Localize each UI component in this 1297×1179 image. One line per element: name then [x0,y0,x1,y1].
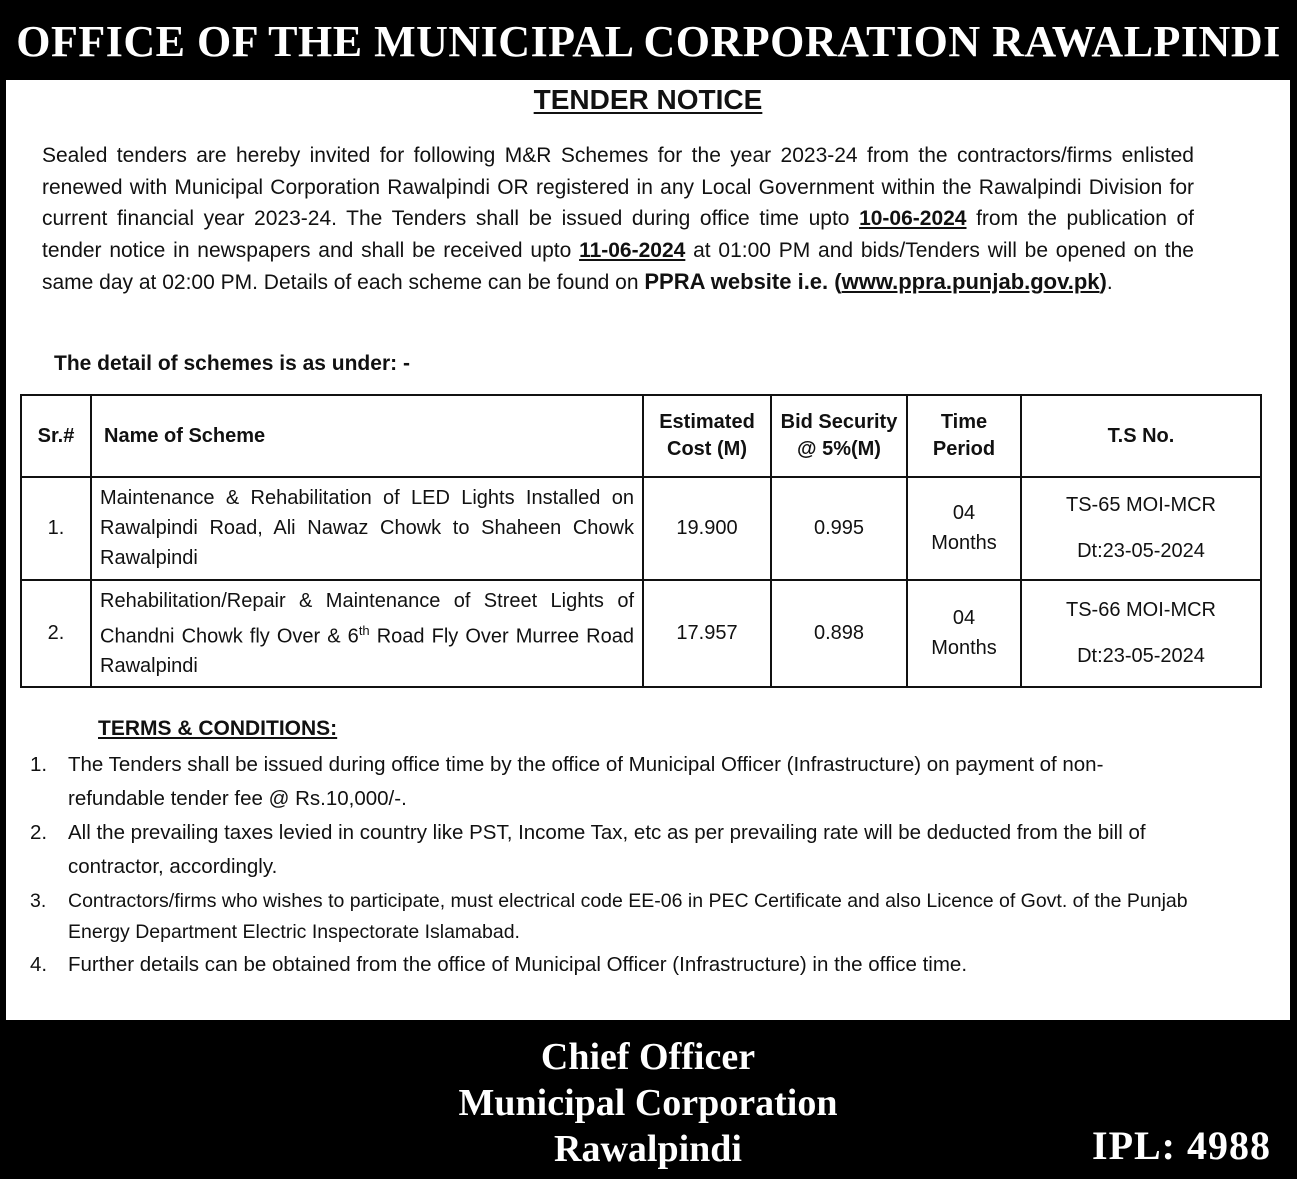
row-ts-no: TS-65 MOI-MCR Dt:23-05-2024 [1021,477,1261,580]
schemes-table [20,394,1262,688]
col-header-ts: T.S No. [1021,395,1261,477]
list-item: 1. The Tenders shall be issued during office time by the office of Municipal Officer (Infrastructure) on payment of non-refundable tender fee @ Rs.10,000/-. [30,753,1104,810]
row-scheme-name: Maintenance & Rehabilitation of LED Lights Installed on Rawalpindi Road, Ali Nawaz Chowk to Shaheen Chowk Rawalpindi [91,477,643,580]
tender-notice-title: TENDER NOTICE [533,84,763,115]
ppra-website-link[interactable]: www.ppra.punjab.gov.pk [841,269,1100,294]
col-header-sr: Sr.# [21,395,91,477]
signatory-title: Chief Officer [540,1036,756,1078]
table-row [21,477,1261,580]
col-header-bid: Bid Security @ 5%(M) [771,395,907,477]
ipl-number: IPL: 4988 [1092,1123,1271,1168]
intro-paragraph: Sealed tenders are hereby invited for following M&R Schemes for the year 2023-24 from the contractors/firms enlisted renewed with Municipal Corporation Rawalpindi OR registered in any Local Government within the Rawalpindi Division for current financial year 2023-24. The Tenders shall be issued during office time upto 10-06-2024 from the publication of tender notice in newspapers and shall be received upto 11-06-2024 at 01:00 PM and bids/Tenders will be opened on the same day at 02:00 PM. Details of each scheme can be found on PPRA website i.e. (www.ppra.punjab.gov.pk). [42,144,1194,294]
terms-heading: TERMS & CONDITIONS: [98,717,338,740]
row-time-period: 04 Months [907,580,1021,687]
list-item: 3. Contractors/firms who wishes to participate, must electrical code EE-06 in PEC Certificate and also Licence of Govt. of the Punjab Energy Department Electric Inspectorate Islamabad. [30,890,1188,943]
signature-footer [0,1020,1297,1179]
row-cost: 19.900 [643,477,771,580]
row-cost: 17.957 [643,580,771,687]
schemes-detail-heading: The detail of schemes is as under: - [54,352,410,375]
table-row [21,580,1261,687]
issue-date: 10-06-2024 [859,207,967,230]
row-time-period: 04 Months [907,477,1021,580]
col-header-name: Name of Scheme [91,395,643,477]
row-sr: 2. [21,580,91,687]
terms-list [20,748,1200,982]
col-header-time: Time Period [907,395,1021,477]
row-ts-no: TS-66 MOI-MCR Dt:23-05-2024 [1021,580,1261,687]
table-header-row [21,395,1261,477]
signatory-city: Rawalpindi [554,1128,742,1170]
signatory-org: Municipal Corporation [458,1082,838,1124]
office-header: OFFICE OF THE MUNICIPAL CORPORATION RAWALPINDI [0,0,1297,80]
signatory-block [350,1034,946,1172]
receive-date: 11-06-2024 [579,238,686,262]
list-item: 4. Further details can be obtained from the office of Municipal Officer (Infrastructure) in the office time. [30,953,968,976]
col-header-cost: Estimated Cost (M) [643,395,771,477]
row-sr: 1. [21,477,91,580]
ppra-label: PPRA website i.e. ( [644,269,842,294]
list-item: 2. All the prevailing taxes levied in country like PST, Income Tax, etc as per prevailing rate will be deducted from the bill of contractor, accordingly. [30,821,1146,878]
notice-panel [6,80,1290,1020]
row-bid-security: 0.995 [771,477,907,580]
row-scheme-name: Rehabilitation/Repair & Maintenance of Street Lights of Chandni Chowk fly Over & 6th Road Fly Over Murree Road Rawalpindi [91,580,643,687]
row-bid-security: 0.898 [771,580,907,687]
